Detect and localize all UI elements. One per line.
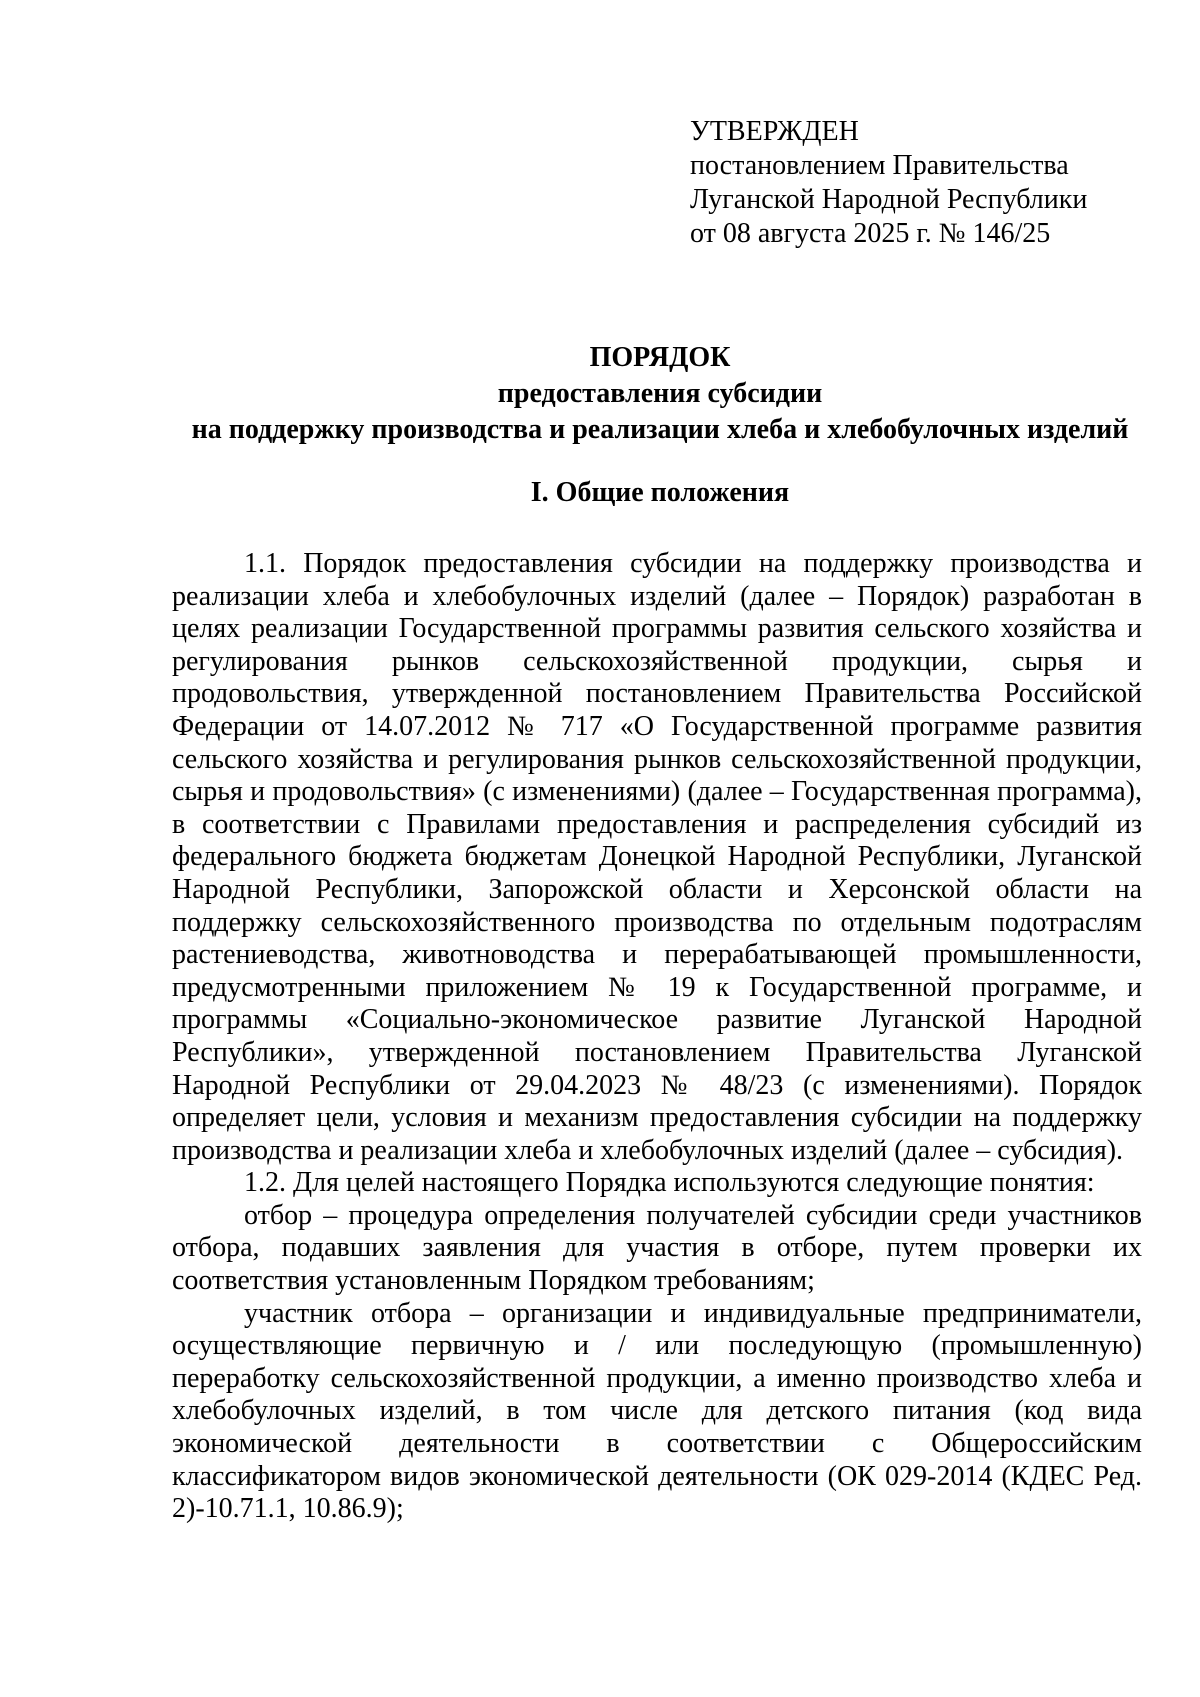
approval-date-number: от 08 августа 2025 г. № 146/25 bbox=[690, 218, 1051, 249]
section-heading: I. Общие положения bbox=[530, 477, 790, 508]
definition-selection: отбор – процедура определения получателей субсидии среди участников отбора, подавших заявления для участия в отборе, путем проверки их соответствия установленным Порядком требованиям; bbox=[172, 1199, 1142, 1297]
title-subtitle-2: на поддержку производства и реализации хлеба и хлебобулочных изделий bbox=[191, 414, 1129, 445]
definition-participant: участник отбора – организации и индивидуальные предприниматели, осуществляющие первичную и / или последующую (промышленную) переработку сельскохозяйственной продукции, а именно производство хлеба и хлебобулочных изделий, в том числе для детского питания (код вида экономической деятельности в соответствии с Общероссийским классификатором видов экономической деятельности (ОК 029-2014 (КДЕС Ред. 2)-10.71.1, 10.86.9); bbox=[172, 1297, 1142, 1525]
title-subtitle-1: предоставления субсидии bbox=[497, 378, 823, 409]
approval-issuer-line: постановлением Правительства bbox=[690, 150, 1069, 181]
paragraph-1-2: 1.2. Для целей настоящего Порядка используются следующие понятия: bbox=[244, 1167, 1095, 1199]
paragraph-1-1: 1.1. Порядок предоставления субсидии на поддержку производства и реализации хлеба и хлебобулочных изделий (далее – Порядок) разработан в целях реализации Государственной программы развития сельского хозяйства и регулирования рынков сельскохозяйственной продукции, сырья и продовольствия, утвержденной постановлением Правительства Российской Федерации от 14.07.2012 № 717 «О Государственной программе развития сельского хозяйства и регулирования рынков сельскохозяйственной продукции, сырья и продовольствия» (с изменениями) (далее – Государственная программа), в соответствии с Правилами предоставления и распределения субсидий из федерального бюджета бюджетам Донецкой Народной Республики, Луганской Народной Республики, Запорожской области и Херсонской области на поддержку сельскохозяйственного производства по отдельным подотраслям растениеводства, животноводства и перерабатывающей промышленности, предусмотренными приложением № 19 к Государственной программе, и программы «Социально-экономическое развитие Луганской Народной Республики», утвержденной постановлением Правительства Луганской Народной Республики от 29.04.2023 № 48/23 (с изменениями). Порядок определяет цели, условия и механизм предоставления субсидии на поддержку производства и реализации хлеба и хлебобулочных изделий (далее – субсидия). bbox=[172, 548, 1142, 1166]
approval-heading: УТВЕРЖДЕН bbox=[690, 116, 859, 147]
title-main: ПОРЯДОК bbox=[589, 342, 731, 373]
approval-issuer-name: Луганской Народной Республики bbox=[690, 184, 1088, 215]
document-body bbox=[172, 548, 1142, 1526]
approval-stamp-block bbox=[690, 115, 1087, 251]
document-title bbox=[120, 340, 1200, 448]
